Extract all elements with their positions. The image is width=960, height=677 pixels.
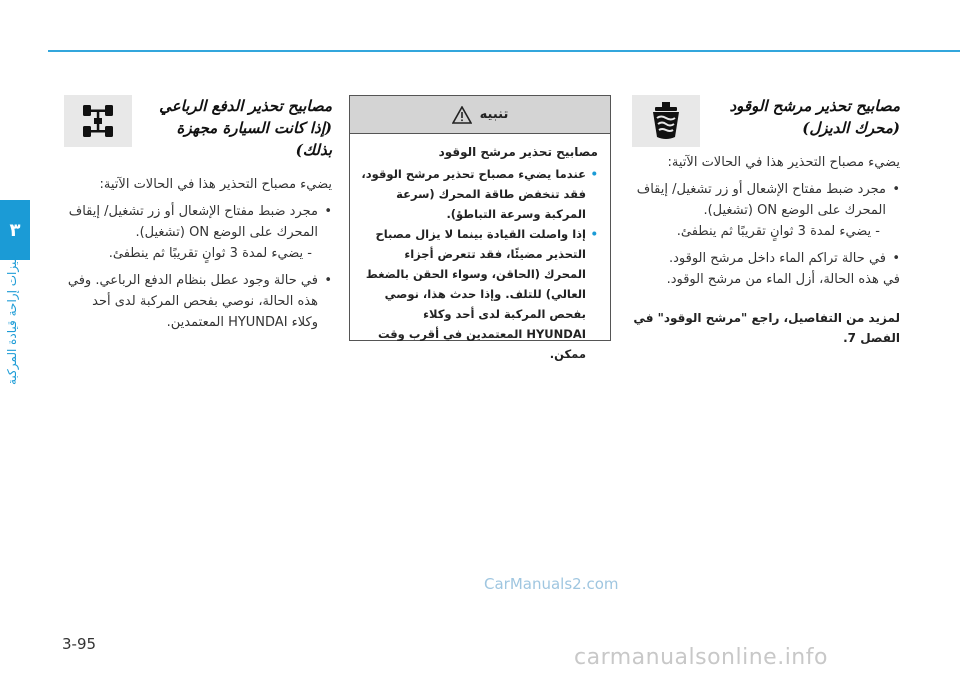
fuel-filter-section bbox=[632, 95, 900, 348]
cross-reference-note: لمزيد من التفاصيل، راجع "مرشح الوقود" في الفصل 7. bbox=[633, 311, 900, 345]
page-number: 3-95 bbox=[62, 635, 97, 653]
caution-body bbox=[350, 134, 610, 364]
section-title: مصابيح تحذير الدفع الرباعي (إذا كانت السيارة مجهزة بذلك) bbox=[159, 97, 332, 159]
bullet-list bbox=[64, 201, 332, 243]
caution-item: • إذا واصلت القيادة بينما لا يزال مصباح التحذير مضيئًا، فقد تتعرض أجزاء المحرك (الحاقن، وسواء الحقن بالضغط العالي) للتلف. وإذا حدث هذا، نوصي بفحص المركبة لدى أحد وكلاء HYUNDAI المعتمدين في أقرب وقت ممكن. bbox=[360, 224, 598, 364]
list-continuation: في هذه الحالة، أزل الماء من مرشح الوقود. bbox=[666, 272, 900, 287]
fuel-filter-icon bbox=[632, 95, 700, 147]
section-intro: يضيء مصباح التحذير هذا في الحالات الآتية: bbox=[99, 177, 332, 192]
bullet-list bbox=[64, 270, 332, 333]
chapter-tab[interactable]: ٣ bbox=[0, 200, 30, 260]
warning-triangle-icon bbox=[452, 106, 472, 124]
watermark-text: CarManuals2.com bbox=[484, 575, 619, 593]
caution-header bbox=[350, 96, 610, 134]
caution-list bbox=[360, 164, 598, 364]
list-item: • في حالة تراكم الماء داخل مرشح الوقود. bbox=[632, 248, 900, 269]
four-wheel-drive-icon bbox=[64, 95, 132, 147]
header-rule bbox=[48, 50, 960, 52]
list-item: • مجرد ضبط مفتاح الإشعال أو زر تشغيل/ إيقاف المحرك على الوضع ON (تشغيل). bbox=[632, 179, 900, 221]
bullet-list bbox=[632, 248, 900, 269]
chapter-sidebar bbox=[0, 0, 30, 677]
caution-subtitle: مصابيح تحذير مرشح الوقود bbox=[438, 145, 598, 159]
caution-title: تنبيه bbox=[479, 107, 509, 122]
list-subitem: - يضيء لمدة 3 ثوانٍ تقريبًا ثم ينطفئ. bbox=[676, 224, 880, 239]
list-item: • مجرد ضبط مفتاح الإشعال أو زر تشغيل/ إيقاف المحرك على الوضع ON (تشغيل). bbox=[64, 201, 332, 243]
four-wheel-drive-section bbox=[64, 95, 332, 333]
footer-watermark: carmanualsonline.info bbox=[574, 645, 828, 670]
section-title: مصابيح تحذير مرشح الوقود (محرك الديزل) bbox=[729, 97, 900, 137]
caution-box bbox=[349, 95, 611, 361]
bullet-list bbox=[632, 179, 900, 221]
chapter-title: ميزات إراحة قيادة المركبة bbox=[5, 255, 19, 386]
list-item: • في حالة وجود عطل بنظام الدفع الرباعي. وفي هذه الحالة، نوصي بفحص المركبة لدى أحد وكلاء HYUNDAI المعتمدين. bbox=[64, 270, 332, 333]
list-subitem: - يضيء لمدة 3 ثوانٍ تقريبًا ثم ينطفئ. bbox=[108, 246, 312, 261]
caution-item: • عندما يضيء مصباح تحذير مرشح الوقود، فقد تنخفض طاقة المحرك (سرعة المركبة وسرعة التباطؤ). bbox=[360, 164, 598, 224]
section-intro: يضيء مصباح التحذير هذا في الحالات الآتية: bbox=[667, 155, 900, 170]
